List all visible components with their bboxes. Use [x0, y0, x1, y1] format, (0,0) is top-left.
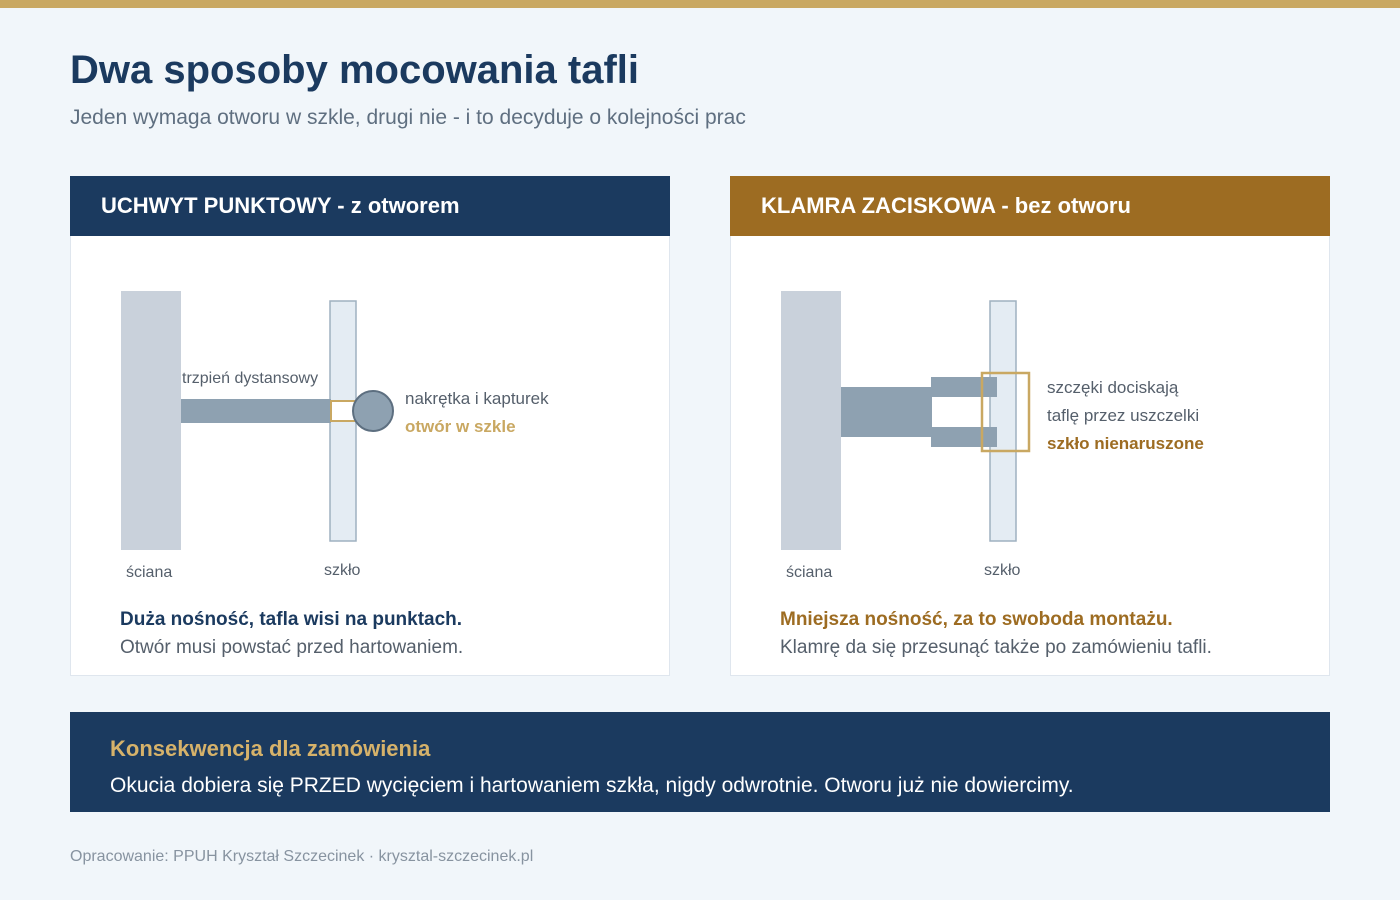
nut-label: nakrętka i kapturek [405, 389, 549, 408]
clamp-panel [730, 176, 1330, 676]
clamp-diagram [731, 236, 1331, 596]
wall-label: ściana [126, 564, 173, 581]
clamp-summary: Mniejsza nośność, za to swoboda montażu. [780, 609, 1173, 630]
jaws-label-line2: taflę przez uszczelki [1047, 406, 1200, 425]
glass-pane-shape [990, 301, 1016, 541]
lower-jaw-shape [931, 427, 997, 447]
callout-text: Okucia dobiera się PRZED wycięciem i hartowaniem szkła, nigdy odwrotnie. Otworu już nie dowiercimy. [110, 774, 1074, 797]
glass-label: szkło [324, 562, 361, 579]
intact-glass-label: szkło nienaruszone [1047, 434, 1204, 453]
order-consequence-callout [70, 712, 1330, 812]
point-fitting-diagram [71, 236, 671, 596]
clamp-heading: KLAMRA ZACISKOWA - bez otworu [730, 176, 1330, 236]
footer-credit: Opracowanie: PPUH Kryształ Szczecinek · krysztal-szczecinek.pl [70, 848, 534, 865]
point-fitting-panel [70, 176, 670, 676]
glass-hole-shape [331, 401, 355, 421]
rod-label: trzpień dystansowy [182, 370, 319, 387]
wall-shape [781, 291, 841, 550]
point-fitting-summary: Duża nośność, tafla wisi na punktach. [120, 609, 463, 630]
spacer-rod-shape [181, 399, 331, 423]
callout-title: Konsekwencja dla zamówienia [110, 736, 431, 761]
page-subtitle: Jeden wymaga otworu w szkle, drugi nie - i to decyduje o kolejności prac [70, 106, 746, 129]
hole-label: otwór w szkle [405, 417, 516, 436]
top-accent-bar [0, 0, 1400, 8]
clamp-body-shape [841, 387, 932, 437]
clamp-note: Klamrę da się przesunąć także po zamówieniu tafli. [780, 637, 1212, 658]
point-fitting-note: Otwór musi powstać przed hartowaniem. [120, 637, 464, 658]
wall-label: ściana [786, 564, 833, 581]
jaws-label-line1: szczęki dociskają [1047, 378, 1179, 397]
point-fitting-heading: UCHWYT PUNKTOWY - z otworem [70, 176, 670, 236]
glass-label: szkło [984, 562, 1021, 579]
nut-cap-shape [353, 391, 393, 431]
wall-shape [121, 291, 181, 550]
upper-jaw-shape [931, 377, 997, 397]
page-title: Dwa sposoby mocowania tafli [70, 48, 640, 92]
